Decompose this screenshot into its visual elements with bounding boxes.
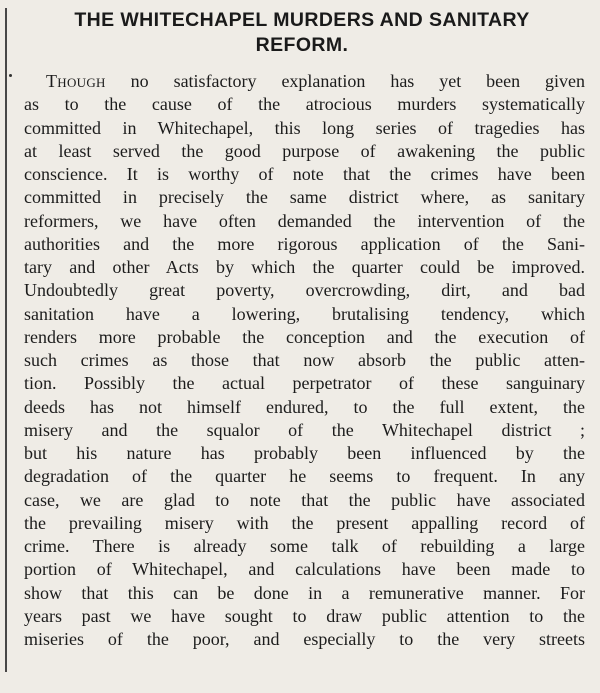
body-line: at least served the good purpose of awakening the public [24,140,585,161]
body-line: show that this can be done in a remunerative manner. For [24,582,585,603]
body-line: conscience. It is worthy of note that the crimes have been [24,164,585,184]
body-line: as to the cause of the atrocious murders systematically [24,94,585,115]
body-line: authorities and the more rigorous application of the Sani- [24,233,585,254]
body-line: case, we are glad to note that the public have associated [24,489,585,510]
article-title [20,8,584,58]
opening-word: Though [46,71,106,91]
body-line: reformers, we have often demanded the intervention of the [24,210,585,231]
body-line: years past we have sought to draw public attention to the [24,605,585,626]
article-body [24,70,585,651]
body-line: but his nature has probably been influenced by the [24,443,585,463]
body-line: deeds has not himself endured, to the full extent, the [24,396,585,417]
body-line: sanitation have a lowering, brutalising tendency, which [24,303,585,324]
body-line: miseries of the poor, and especially to the very streets [24,629,585,649]
body-line: committed in precisely the same district where, as sanitary [24,187,585,208]
body-line: committed in Whitechapel, this long series of tragedies has [24,117,585,138]
body-line: such crimes as those that now absorb the public atten- [24,350,585,370]
title-line-1: THE WHITECHAPEL MURDERS AND SANITARY [74,9,530,31]
body-line-1 [24,70,585,93]
body-line: renders more probable the conception and the execution of [24,326,585,347]
body-line: tion. Possibly the actual perpetrator of these sanguinary [24,373,585,394]
body-line-1-text: no satisfactory explanation has yet been given [105,71,585,91]
title-line-2: REFORM. [255,34,349,56]
body-line: misery and the squalor of the Whitechapel district ; [24,419,585,440]
column-rule [5,8,7,672]
margin-mark [9,74,12,77]
body-line: the prevailing misery with the present appalling record of [24,512,585,533]
body-line: tary and other Acts by which the quarter could be improved. [24,257,585,277]
body-line: portion of Whitechapel, and calculations have been made to [24,559,585,580]
body-line: degradation of the quarter he seems to frequent. In any [24,466,585,487]
body-line: Undoubtedly great poverty, overcrowding, dirt, and bad [24,280,585,301]
body-line: crime. There is already some talk of rebuilding a large [24,536,585,556]
